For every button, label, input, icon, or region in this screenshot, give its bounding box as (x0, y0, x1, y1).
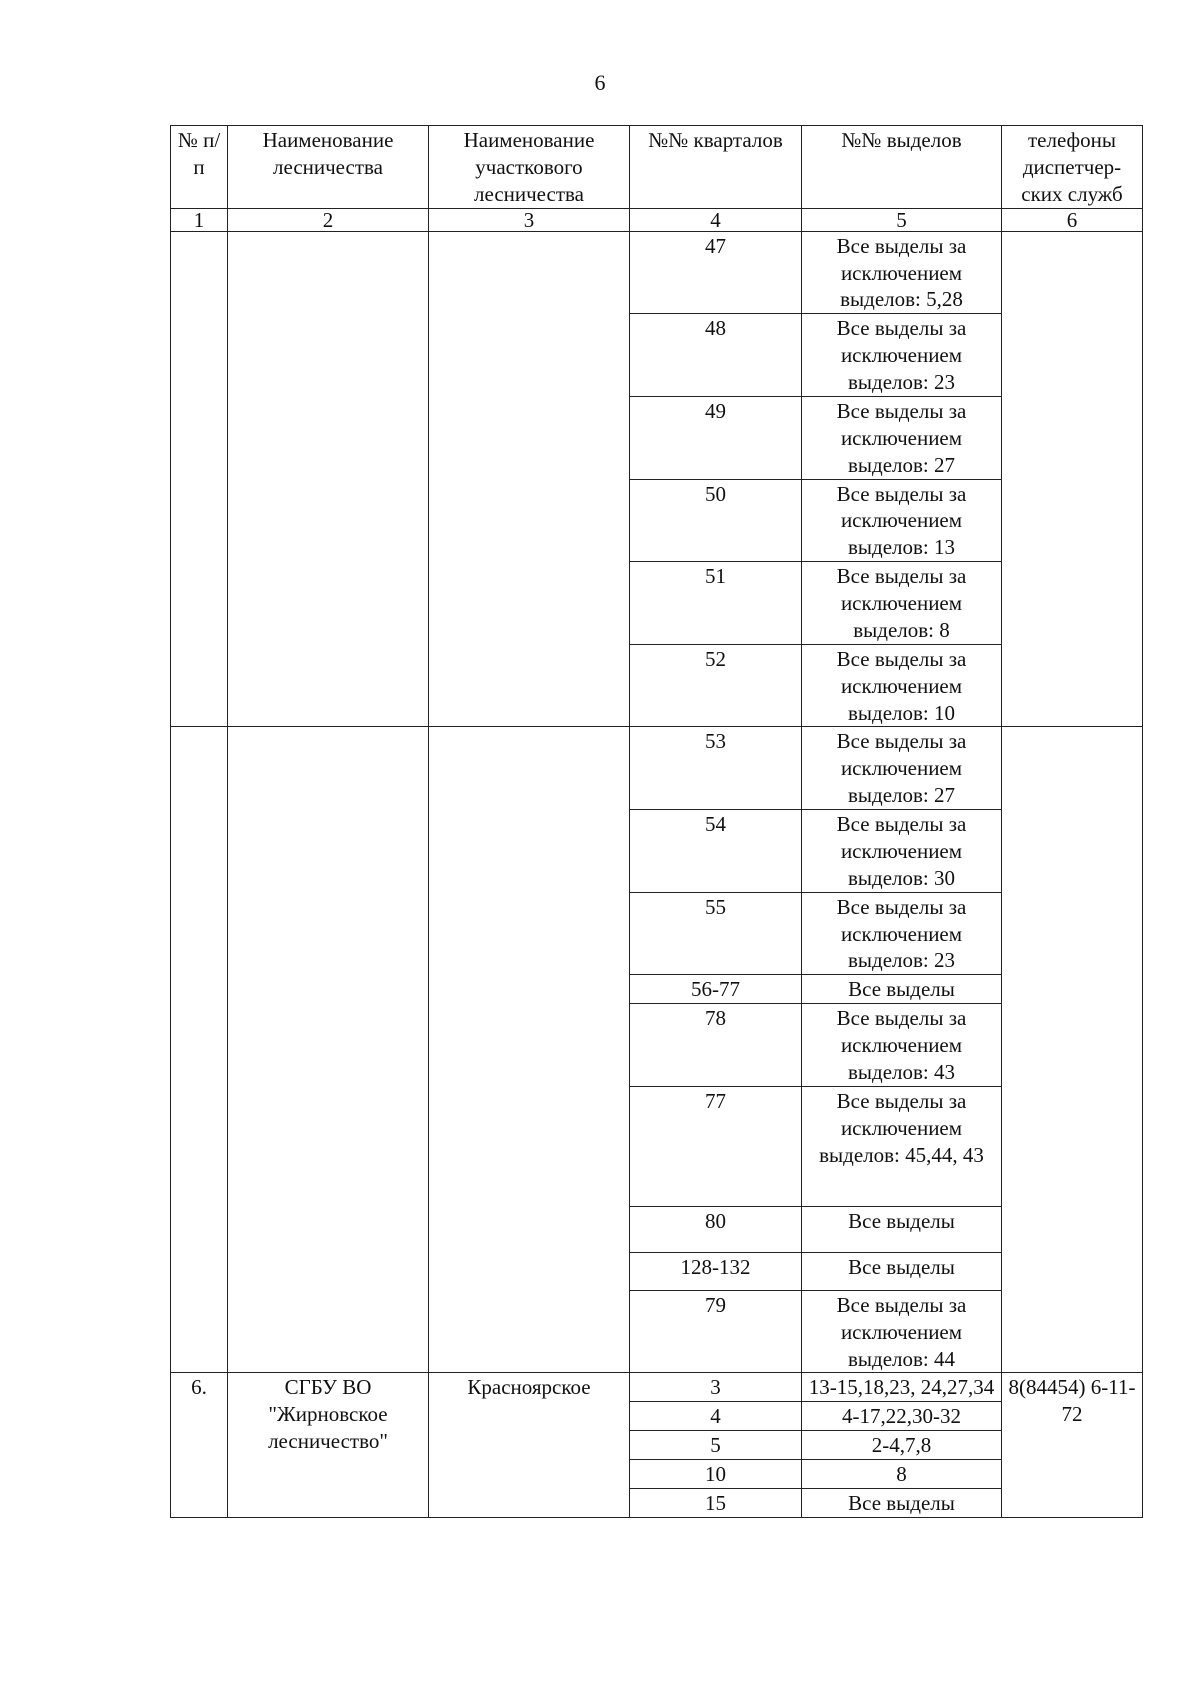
page-number: 6 (594, 70, 606, 95)
district-cell: Красноярское (429, 1373, 630, 1517)
forestry-cell-empty (228, 231, 429, 727)
quarter-cell: 78 (630, 1004, 802, 1087)
allotments-cell: Все выделы за исключением выделов: 23 (802, 314, 1002, 397)
allotments-cell: 13-15,18,23, 24,27,34 (802, 1373, 1002, 1402)
table-row (171, 727, 1143, 810)
allotments-cell: 4-17,22,30-32 (802, 1402, 1002, 1431)
allotments-cell: Все выделы за исключением выделов: 27 (802, 727, 1002, 810)
phone-cell-empty (1002, 231, 1143, 727)
column-number-row (171, 208, 1143, 231)
header-allotments: №№ выделов (802, 126, 1002, 209)
num-cell: 6. (171, 1373, 228, 1517)
quarter-cell: 3 (630, 1373, 802, 1402)
allotments-cell: Все выделы за исключением выделов: 43 (802, 1004, 1002, 1087)
district-cell-empty (429, 231, 630, 727)
phone-cell-empty (1002, 727, 1143, 1373)
allotments-cell: Все выделы за исключением выделов: 30 (802, 810, 1002, 893)
allotments-cell: Все выделы за исключением выделов: 27 (802, 396, 1002, 479)
allotments-cell: Все выделы (802, 975, 1002, 1004)
forestry-cell-empty (228, 727, 429, 1373)
quarter-cell: 128-132 (630, 1252, 802, 1290)
forestry-cell: СГБУ ВО "Жирновское лесничество" (228, 1373, 429, 1517)
column-number: 3 (429, 208, 630, 231)
table-row (171, 231, 1143, 314)
header-row (171, 126, 1143, 209)
header-phones: телефоны диспетчер-ских служб (1002, 126, 1143, 209)
allotments-cell: Все выделы за исключением выделов: 10 (802, 644, 1002, 727)
quarter-cell: 56-77 (630, 975, 802, 1004)
quarter-cell: 50 (630, 479, 802, 562)
table-row (171, 1373, 1143, 1402)
column-number: 5 (802, 208, 1002, 231)
quarter-cell: 55 (630, 892, 802, 975)
forestry-table (170, 125, 1143, 1518)
quarter-cell: 5 (630, 1431, 802, 1460)
allotments-cell: Все выделы за исключением выделов: 13 (802, 479, 1002, 562)
allotments-cell: Все выделы за исключением выделов: 23 (802, 892, 1002, 975)
column-number: 2 (228, 208, 429, 231)
quarter-cell: 10 (630, 1460, 802, 1489)
allotments-cell: Все выделы за исключением выделов: 5,28 (802, 231, 1002, 314)
quarter-cell: 54 (630, 810, 802, 893)
quarter-cell: 52 (630, 644, 802, 727)
quarter-cell: 80 (630, 1206, 802, 1252)
num-cell-empty (171, 727, 228, 1373)
allotments-cell: Все выделы за исключением выделов: 8 (802, 562, 1002, 645)
column-number: 4 (630, 208, 802, 231)
column-number: 6 (1002, 208, 1143, 231)
quarter-cell: 15 (630, 1488, 802, 1517)
header-num: № п/п (171, 126, 228, 209)
header-district: Наименование участкового лесничества (429, 126, 630, 209)
allotments-cell: 2-4,7,8 (802, 1431, 1002, 1460)
quarter-cell: 51 (630, 562, 802, 645)
quarter-cell: 77 (630, 1086, 802, 1206)
allotments-cell: Все выделы за исключением выделов: 44 (802, 1290, 1002, 1373)
allotments-cell: Все выделы (802, 1488, 1002, 1517)
allotments-cell: 8 (802, 1460, 1002, 1489)
allotments-cell: Все выделы за исключением выделов: 45,44, 43 (802, 1086, 1002, 1206)
allotments-cell: Все выделы (802, 1206, 1002, 1252)
allotments-cell: Все выделы (802, 1252, 1002, 1290)
quarter-cell: 48 (630, 314, 802, 397)
column-number: 1 (171, 208, 228, 231)
quarter-cell: 53 (630, 727, 802, 810)
quarter-cell: 4 (630, 1402, 802, 1431)
header-quarters: №№ кварталов (630, 126, 802, 209)
quarter-cell: 49 (630, 396, 802, 479)
header-forestry: Наименование лесничества (228, 126, 429, 209)
phone-cell: 8(84454) 6-11-72 (1002, 1373, 1143, 1517)
quarter-cell: 79 (630, 1290, 802, 1373)
district-cell-empty (429, 727, 630, 1373)
quarter-cell: 47 (630, 231, 802, 314)
num-cell-empty (171, 231, 228, 727)
